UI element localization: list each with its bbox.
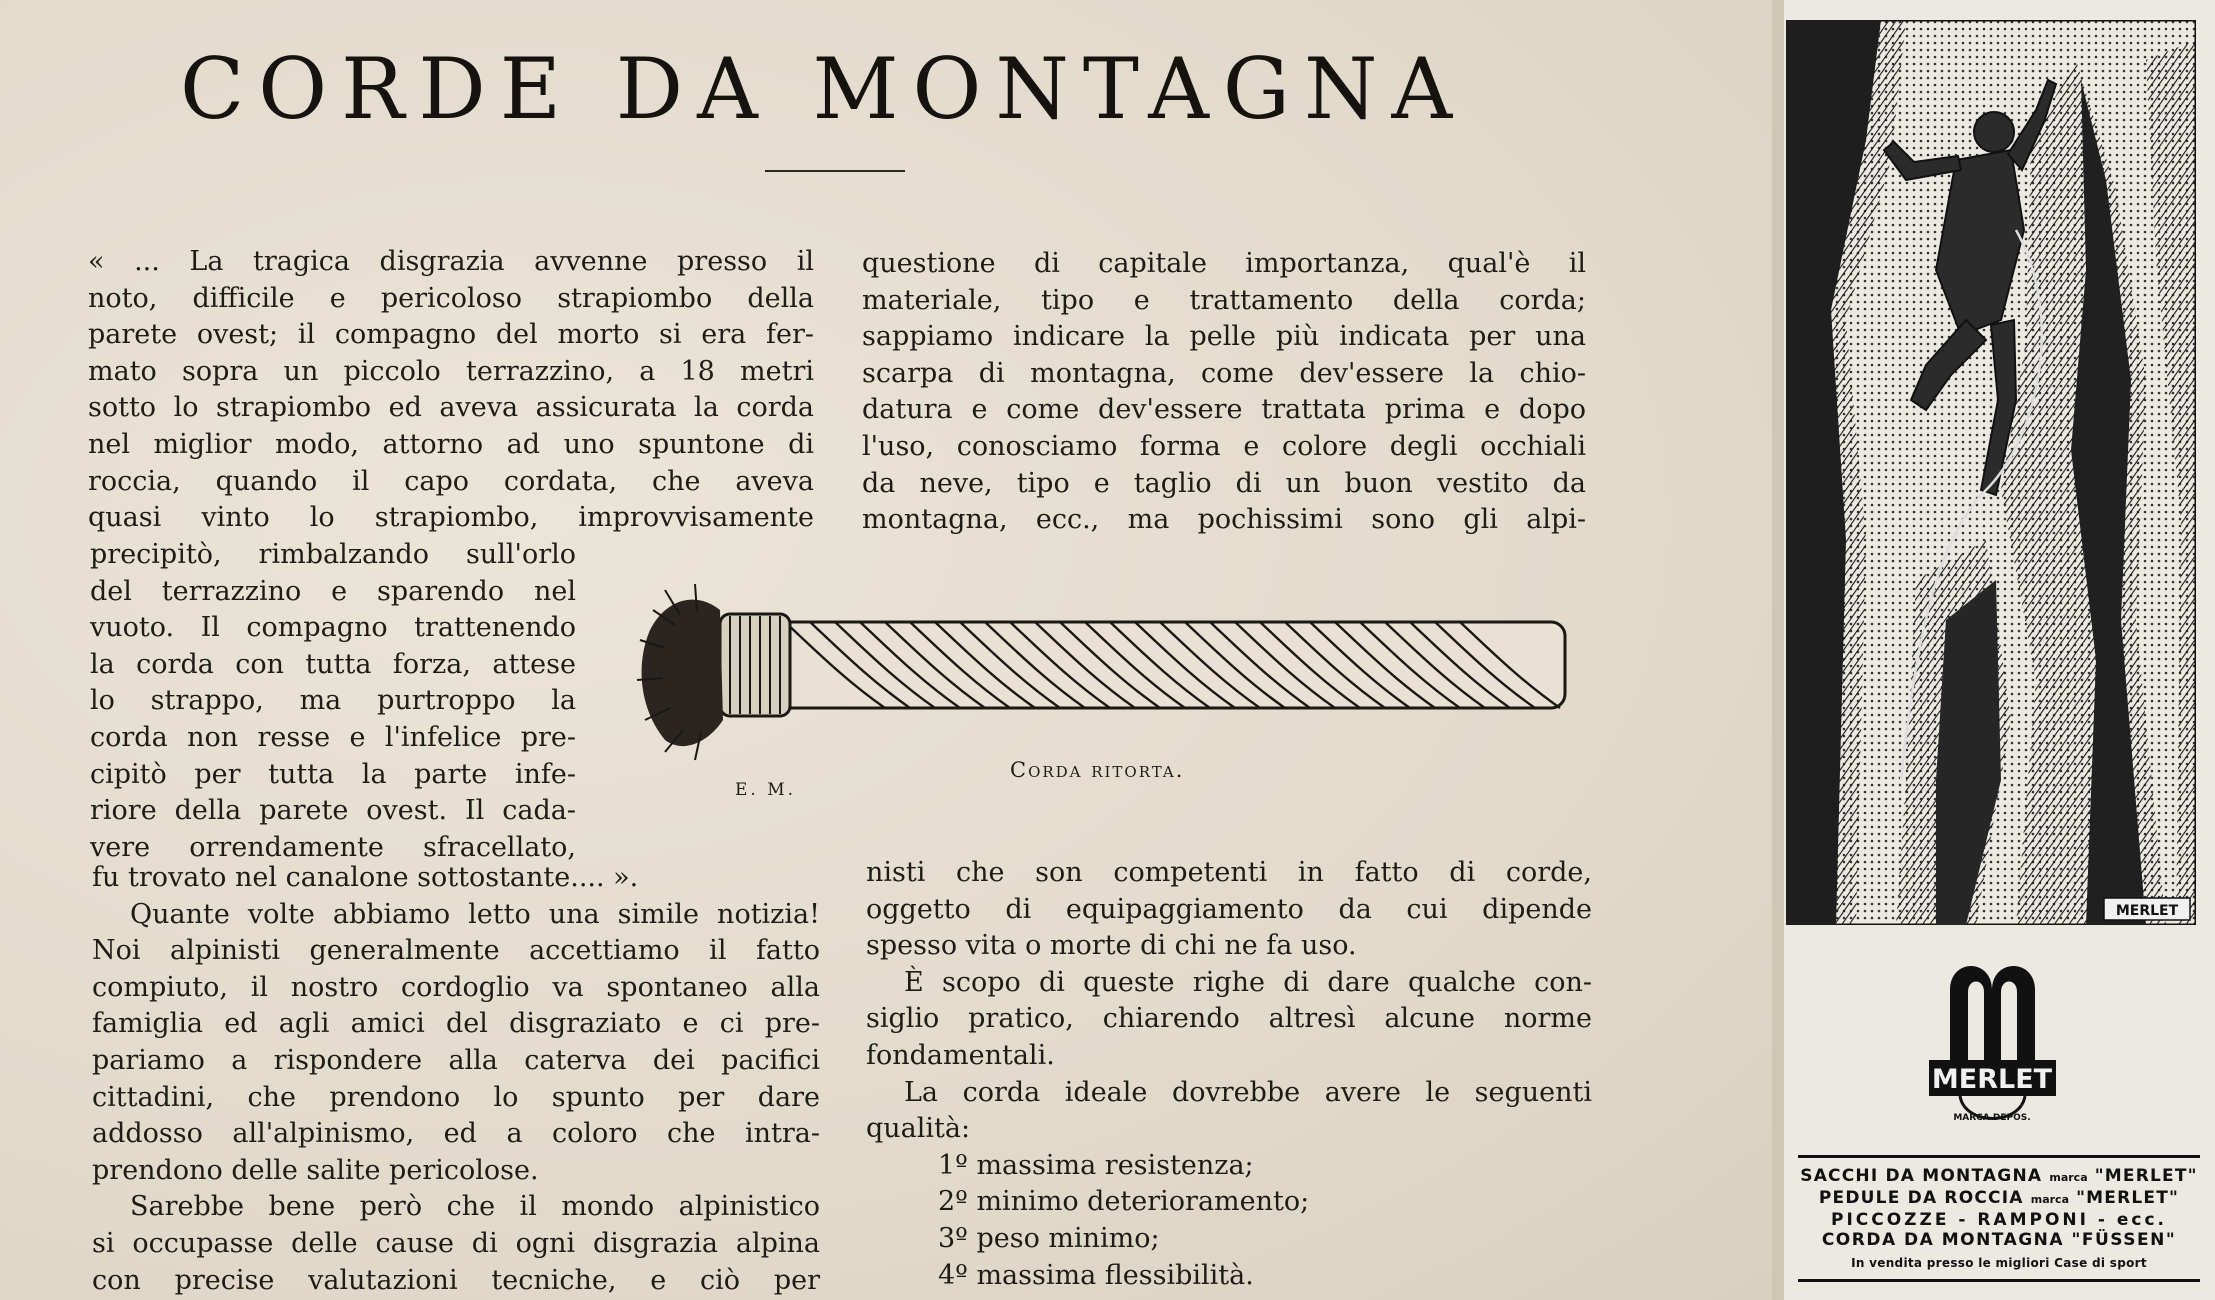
text-line: fondamentali. — [866, 1039, 1055, 1071]
ad-marca: marca — [2030, 1193, 2069, 1206]
ad-line-piccozze: PICCOZZE - RAMPONI - ecc. — [1830, 1210, 2167, 1230]
advertisement-copy — [1798, 1155, 2200, 1282]
text-line: questione di capitale importanza, qual'è il — [862, 248, 1586, 279]
text-line: È scopo di queste righe di dare qualche con- — [904, 966, 1592, 998]
text-line: spesso vita o morte di chi ne fa uso. — [866, 930, 1357, 962]
text-line: datura e come dev'essere trattata prima e dopo — [862, 394, 1586, 426]
ad-product: PEDULE DA ROCCIA — [1818, 1188, 2024, 1208]
left-column-bottom — [92, 860, 820, 1299]
illustration-signature: MERLET — [2115, 903, 2179, 919]
text-line: nel miglior modo, attorno ad uno spuntone di — [88, 428, 814, 460]
text-line: « ... La tragica disgrazia avvenne presso il — [88, 246, 814, 277]
quality-item: 3º peso minimo; — [938, 1222, 1160, 1254]
text-line: nisti che son competenti in fatto di corde, — [866, 857, 1592, 888]
logo-wordmark: MERLET — [1931, 1064, 2053, 1095]
quality-item: 1º massima resistenza; — [938, 1149, 1254, 1181]
page-gutter — [1772, 0, 1784, 1300]
quality-item: 2º minimo deterioramento; — [938, 1186, 1310, 1218]
logo-subtext: MARCA DEPOS. — [1953, 1113, 2031, 1123]
figure-caption: Corda ritorta. — [1010, 758, 1185, 782]
text-line: riore della parete ovest. Il cada- — [90, 795, 576, 827]
ad-product: SACCHI DA MONTAGNA — [1800, 1166, 2043, 1186]
left-column-narrow — [90, 537, 576, 866]
text-line: scarpa di montagna, come dev'essere la chio- — [862, 357, 1586, 389]
figure-initials: E. M. — [735, 780, 797, 800]
text-line: Sarebbe bene però che il mondo alpinistico — [130, 1191, 820, 1223]
text-line: lo strappo, ma purtroppo la — [90, 685, 576, 717]
text-line: l'uso, conosciamo forma e colore degli occhiali — [862, 430, 1586, 462]
article-title: CORDE DA MONTAGNA — [180, 40, 1467, 138]
text-line: vuoto. Il compagno trattenendo — [90, 612, 576, 644]
text-line: vere orrendamente sfracellato, — [90, 831, 576, 863]
title-rule — [765, 170, 905, 172]
text-line: roccia, quando il capo cordata, che aveva — [88, 465, 814, 497]
rope-illustration — [625, 570, 1585, 770]
ad-brand: "MERLET" — [2094, 1166, 2198, 1186]
text-line: la corda con tutta forza, attese — [90, 648, 576, 680]
right-column-top — [862, 246, 1586, 539]
ad-marca: marca — [2049, 1171, 2088, 1184]
text-line: fu trovato nel canalone sottostante.... ». — [92, 862, 639, 893]
right-column-bottom — [866, 855, 1592, 1294]
text-line: qualità: — [866, 1113, 971, 1145]
text-line: La corda ideale dovrebbe avere le seguenti — [904, 1076, 1592, 1108]
text-line: parete ovest; il compagno del morto si era fer- — [88, 319, 814, 351]
ad-line-corda: CORDA DA MONTAGNA "FÜSSEN" — [1821, 1230, 2177, 1250]
text-line: famiglia ed agli amici del disgraziato e ci pre- — [92, 1008, 820, 1040]
merlet-logo — [1925, 950, 2060, 1135]
text-line: siglio pratico, chiarendo altresì alcune norme — [866, 1003, 1592, 1035]
text-line: con precise valutazioni tecniche, e ciò per — [92, 1264, 820, 1296]
text-line: Quante volte abbiamo letto una simile notizia! — [130, 898, 820, 930]
text-line: montagna, ecc., ma pochissimi sono gli alpi- — [862, 504, 1586, 536]
ad-line-sacchi — [1798, 1166, 2200, 1188]
text-line: pariamo a rispondere alla caterva dei pacifici — [92, 1044, 820, 1076]
text-line: addosso all'alpinismo, ed a coloro che intra- — [92, 1118, 820, 1150]
ad-line-pedule — [1798, 1188, 2200, 1210]
left-column-top — [88, 244, 814, 537]
climber-illustration — [1786, 20, 2196, 925]
text-line: corda non resse e l'infelice pre- — [90, 721, 576, 753]
text-line: si occupasse delle cause di ogni disgrazia alpina — [92, 1227, 820, 1259]
text-line: materiale, tipo e trattamento della corda; — [862, 284, 1586, 316]
text-line: Noi alpinisti generalmente accettiamo il fatto — [92, 935, 820, 967]
text-line: sotto lo strapiombo ed aveva assicurata la corda — [88, 392, 814, 424]
text-line: del terrazzino e sparendo nel — [90, 575, 576, 607]
text-line: cipitò per tutta la parte infe- — [90, 758, 576, 790]
text-line: mato sopra un piccolo terrazzino, a 18 metri — [88, 355, 814, 387]
text-line: quasi vinto lo strapiombo, improvvisamente — [88, 502, 814, 534]
quality-item: 4º massima flessibilità. — [938, 1259, 1254, 1291]
text-line: da neve, tipo e taglio di un buon vestito da — [862, 467, 1586, 499]
text-line: noto, difficile e pericoloso strapiombo della — [88, 282, 814, 314]
text-line: sappiamo indicare la pelle più indicata per una — [862, 321, 1586, 353]
text-line: prendono delle salite pericolose. — [92, 1154, 539, 1186]
text-line: oggetto di equipaggiamento da cui dipende — [866, 893, 1592, 925]
text-line: compiuto, il nostro cordoglio va spontaneo alla — [92, 971, 820, 1003]
ad-footer: In vendita presso le migliori Case di sport — [1851, 1256, 2147, 1270]
text-line: cittadini, che prendono lo spunto per dare — [92, 1081, 820, 1113]
text-line: precipitò, rimbalzando sull'orlo — [90, 539, 576, 570]
ad-brand: "MERLET" — [2076, 1188, 2180, 1208]
